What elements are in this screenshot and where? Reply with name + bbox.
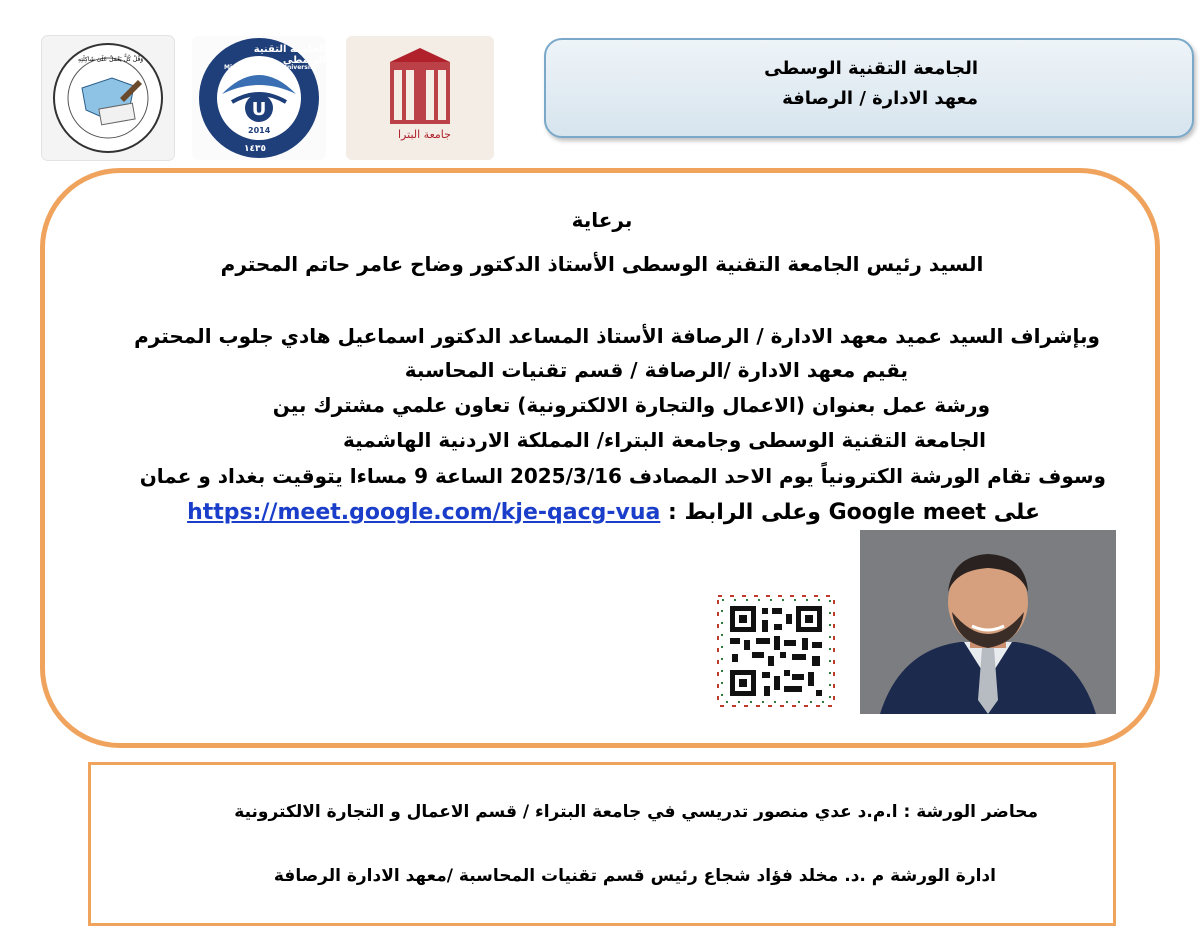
lecturer-line: محاضر الورشة : ا.م.د عدي منصور تدريسي في جامعة البتراء / قسم الاعمال و التجارة الالكترونية [234, 802, 1038, 822]
meeting-link-line [187, 500, 1040, 525]
mtu-logo [192, 36, 326, 160]
mtu-logo-text-en: Middle Technical University [224, 64, 317, 71]
schedule-line: وسوف تقام الورشة الكترونياً يوم الاحد المصادف 2025/3/16 الساعة 9 مساءا يتوقيت بغداد و عمان [139, 464, 1106, 488]
qr-code-icon[interactable] [712, 590, 840, 712]
svg-text:U: U [251, 99, 267, 120]
credits-box [88, 762, 1116, 926]
mtu-logo-year-hijri: ١٤٣٥ [244, 144, 266, 154]
partners-line: الجامعة التقنية الوسطى وجامعة البتراء/ المملكة الاردنية الهاشمية [342, 428, 986, 452]
speaker-photo [860, 530, 1116, 714]
platform-name: Google meet [828, 500, 987, 525]
platform-prefix: على [993, 500, 1040, 525]
patron-line: السيد رئيس الجامعة التقنية الوسطى الأستاذ الدكتور وضاح عامر حاتم المحترم [220, 252, 984, 276]
institute-logo-text: وَقُلْ كُلٌّ يَعْمَلُ عَلَىٰ شَاكِلَتِهِ [78, 56, 144, 63]
meeting-link[interactable]: https://meet.google.com/kje-qacg-vua [187, 500, 661, 525]
link-label: وعلى الرابط : [668, 500, 821, 525]
workshop-title-line: ورشة عمل بعنوان (الاعمال والتجارة الالكترونية) تعاون علمي مشترك بين [272, 393, 990, 417]
mtu-logo-year: 2014 [248, 126, 271, 135]
header-institute: معهد الادارة / الرصافة [782, 88, 978, 109]
petra-logo [346, 36, 494, 160]
supervision-line: وبإشراف السيد عميد معهد الادارة / الرصافة الأستاذ المساعد الدكتور اسماعيل هادي جلوب المحترم [134, 324, 1100, 348]
management-line: ادارة الورشة م .د. مخلد فؤاد شجاع رئيس قسم تقنيات المحاسبة /معهد الادارة الرصافة [273, 866, 996, 886]
organizer-line: يقيم معهد الادارة /الرصافة / قسم تقنيات المحاسبة [404, 358, 908, 382]
institute-logo [42, 36, 174, 160]
mtu-logo-text: الجامعة التقنية الوسطى [253, 44, 326, 66]
petra-logo-text: جامعة البترا [398, 128, 451, 141]
patronage-label: برعاية [571, 208, 633, 232]
header-box [544, 38, 1194, 138]
header-university: الجامعة التقنية الوسطى [764, 58, 978, 79]
